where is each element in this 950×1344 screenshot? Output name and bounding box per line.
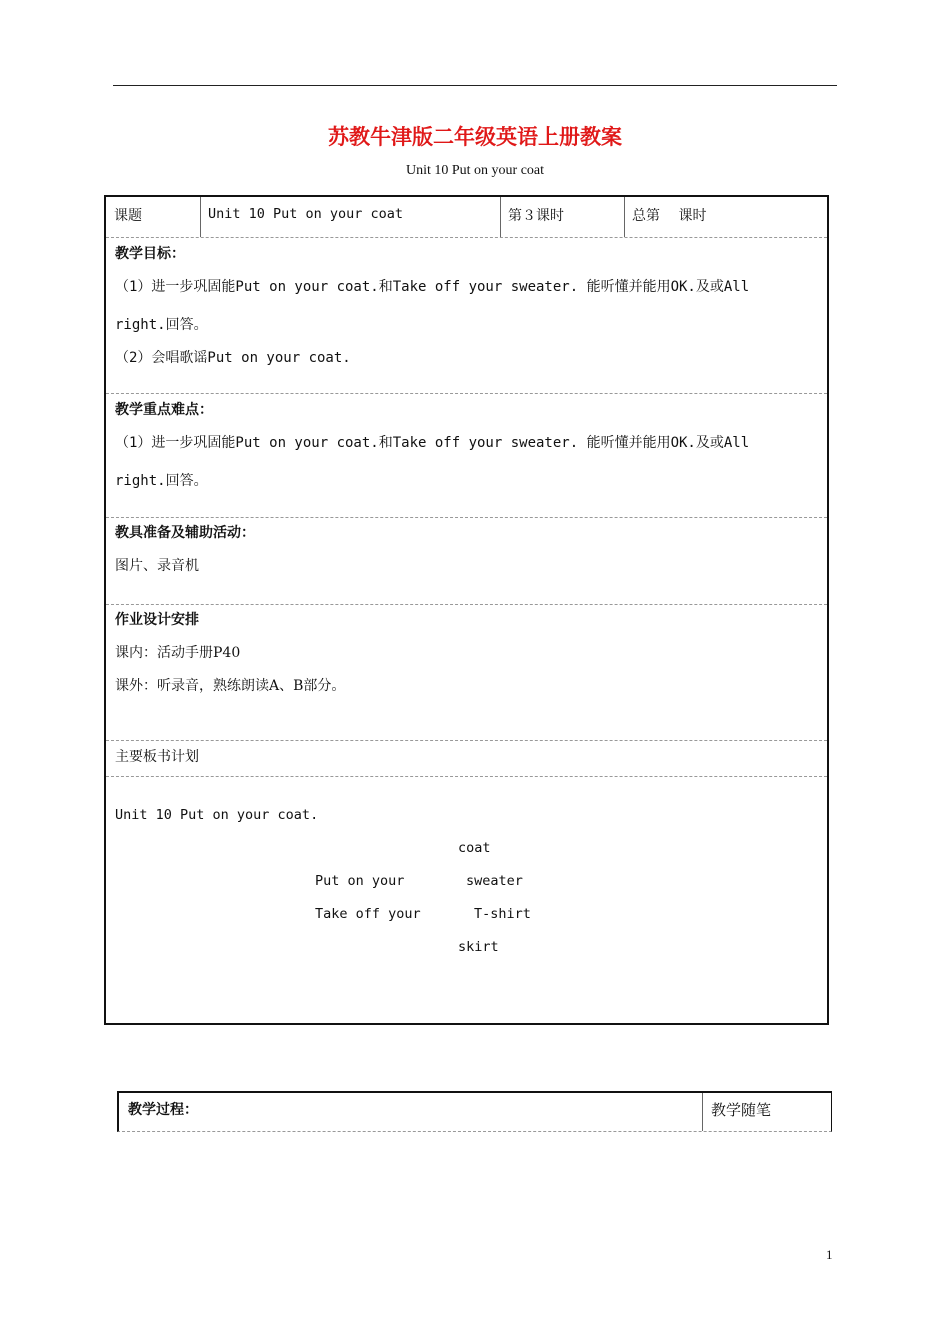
board-item-sweater: sweater <box>466 873 523 889</box>
topic-row <box>106 197 827 238</box>
objectives-heading: 教学目标： <box>115 246 185 262</box>
key-points-section <box>106 394 827 518</box>
objective-item-1: （1）进一步巩固能Put on your coat.和Take off your sweater. 能听懂并能用OK.及或All <box>115 279 750 295</box>
teaching-notes-label: 教学随笔 <box>711 1101 772 1119</box>
blackboard-content <box>106 777 827 1023</box>
teaching-process-table <box>117 1091 832 1132</box>
blackboard-title: Unit 10 Put on your coat. <box>115 807 319 823</box>
header-rule <box>113 85 837 86</box>
board-take-off: Take off your <box>315 906 421 922</box>
lesson-plan-table <box>104 195 829 1025</box>
board-item-skirt: skirt <box>458 939 499 955</box>
topic-value: Unit 10 Put on your coat <box>208 206 404 222</box>
board-put-on: Put on your <box>315 873 405 889</box>
objective-item-1-cont: right.回答。 <box>115 317 208 333</box>
materials-content: 图片、录音机 <box>115 558 199 574</box>
document-subtitle: Unit 10 Put on your coat <box>405 163 545 178</box>
key-points-heading: 教学重点难点： <box>115 402 213 418</box>
blackboard-heading-row <box>106 741 827 777</box>
page-number: 1 <box>826 1247 833 1262</box>
teaching-process-label: 教学过程： <box>128 1102 198 1118</box>
total-lessons: 总第 课时 <box>632 208 707 224</box>
topic-label: 课题 <box>114 208 142 224</box>
materials-heading: 教具准备及辅助活动： <box>115 525 255 541</box>
key-point-item-1-cont: right.回答。 <box>115 473 208 489</box>
blackboard-heading: 主要板书计划 <box>115 749 199 765</box>
homework-in-class: 课内：活动手册P40 <box>115 645 241 661</box>
homework-after-class: 课外：听录音，熟练朗读A、B部分。 <box>115 678 346 694</box>
document-title: 苏教牛津版二年级英语上册教案 <box>328 125 622 149</box>
objectives-section <box>106 238 827 394</box>
board-item-tshirt: T-shirt <box>474 906 531 922</box>
materials-section <box>106 518 827 605</box>
homework-section <box>106 605 827 741</box>
homework-heading: 作业设计安排 <box>115 612 199 628</box>
board-item-coat: coat <box>458 840 491 856</box>
key-point-item-1: （1）进一步巩固能Put on your coat.和Take off your sweater. 能听懂并能用OK.及或All <box>115 435 750 451</box>
objective-item-2: （2）会唱歌谣Put on your coat. <box>115 350 351 366</box>
lesson-number: 第３课时 <box>508 208 564 224</box>
